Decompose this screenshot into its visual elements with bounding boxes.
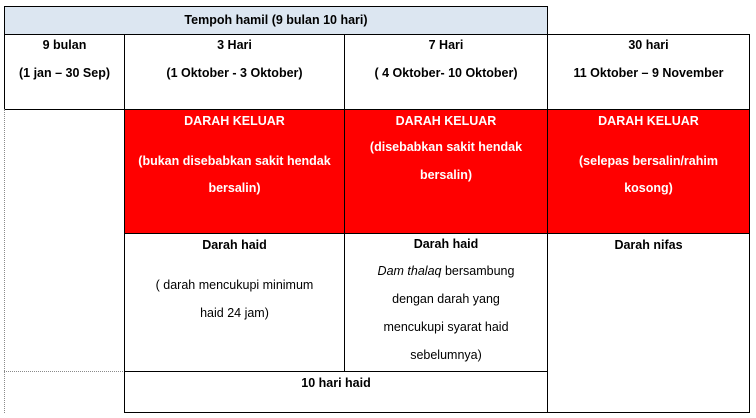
bleeding-desc-line1: (bukan disebabkan sakit hendak [138, 154, 331, 168]
ruling-line: ( darah mencukupi minimum [155, 278, 314, 292]
bleeding-desc-line2: bersalin) [419, 168, 473, 182]
period-cell-9-bulan [4, 34, 125, 110]
ruling-line: dengan darah yang [392, 292, 500, 306]
period-range: 11 Oktober – 9 November [573, 66, 724, 80]
ruling-title: Darah nifas [614, 238, 683, 252]
total-haid-cell [124, 371, 548, 413]
ruling-line-suffix: bersambung [441, 264, 515, 278]
bleeding-cell-before-labor [124, 109, 345, 234]
period-duration: 30 hari [628, 38, 669, 52]
bleeding-title: DARAH KELUAR [395, 114, 497, 128]
bleeding-title: DARAH KELUAR [184, 114, 285, 128]
ruling-title: Darah haid [202, 238, 267, 252]
ruling-cell-nifas [547, 233, 750, 413]
pregnancy-duration-title: Tempoh hamil (9 bulan 10 hari) [184, 13, 368, 27]
bleeding-desc-line2: bersalin) [208, 181, 261, 195]
bleeding-desc-line1: (selepas bersalin/rahim [579, 154, 718, 168]
ruling-line: haid 24 jam) [200, 306, 269, 320]
period-duration: 3 Hari [217, 38, 252, 52]
period-cell-3-hari [124, 34, 345, 110]
period-duration: 9 bulan [42, 38, 87, 52]
ruling-line: mencukupi syarat haid [383, 320, 509, 334]
bleeding-cell-after-birth [547, 109, 750, 234]
period-range: (1 Oktober - 3 Oktober) [166, 66, 303, 80]
ruling-line-first [345, 257, 547, 285]
bleeding-desc-line1: (disebabkan sakit hendak [369, 140, 523, 154]
ruling-cell-haid-2 [344, 233, 548, 372]
bleeding-title: DARAH KELUAR [598, 114, 699, 128]
ruling-title: Darah haid [413, 237, 479, 251]
empty-left-cell [4, 109, 125, 371]
period-range: (1 jan – 30 Sep) [18, 66, 110, 80]
ruling-line: sebelumnya) [410, 348, 482, 362]
bleeding-desc-line2: kosong) [624, 181, 673, 195]
period-cell-30-hari [547, 34, 750, 110]
period-cell-7-hari [344, 34, 548, 110]
empty-bottom-left-cell [4, 371, 125, 413]
dam-thalaq-term: Dam thalaq [377, 264, 442, 278]
bleeding-cell-labor-pain [344, 109, 548, 234]
period-duration: 7 Hari [428, 38, 464, 52]
total-haid-label: 10 hari haid [301, 376, 371, 390]
period-range: ( 4 Oktober- 10 Oktober) [374, 66, 518, 80]
ruling-cell-haid-1 [124, 233, 345, 372]
